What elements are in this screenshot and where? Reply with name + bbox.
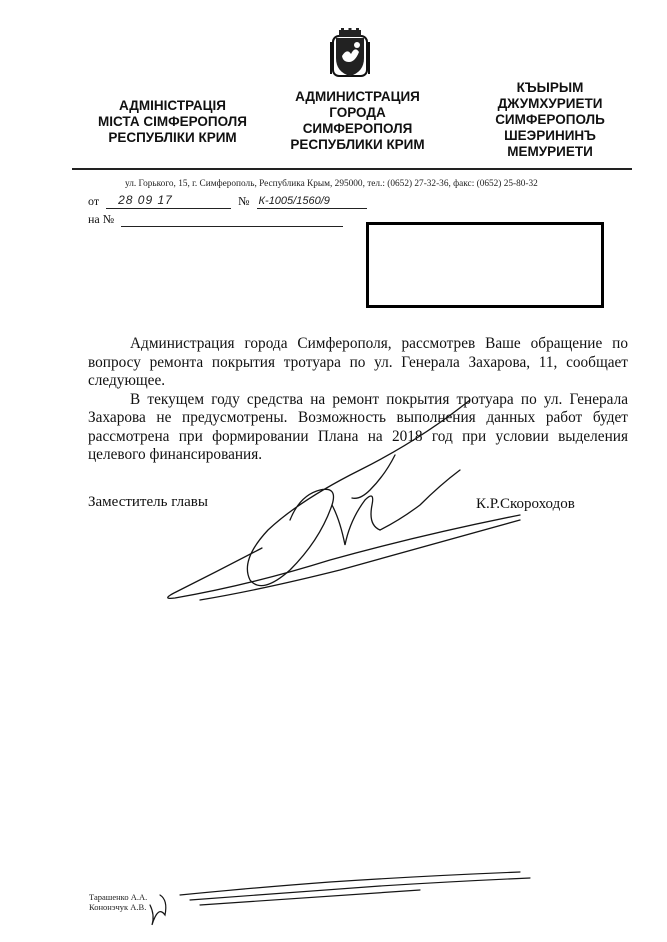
header-ua-line: РЕСПУБЛІКИ КРИМ [108,130,237,145]
header-ru-line: РЕСПУБЛИКИ КРИМ [290,137,425,152]
header-crh-line: ДЖУМХУРИЕТИ [497,96,603,111]
header-crimean-tatar [460,80,640,160]
header-crh-line: ШЕЭРИНИНЪ [504,128,596,143]
executors-block [89,892,147,912]
crimea-coat-of-arms-icon [327,28,373,80]
header-divider [72,168,632,170]
header-ru-line: ГОРОДА [329,105,386,120]
letter-body [88,335,628,465]
header-crh-line: МЕМУРИЕТИ [507,144,593,159]
signatory-name: К.Р.Скороходов [476,496,575,512]
to-number-field [121,213,343,227]
number-field [257,195,367,209]
date-field [106,195,231,209]
signatory-title: Заместитель главы [88,494,208,510]
header-russian [265,89,450,153]
number-label: № [238,194,250,208]
from-label: от [88,194,100,208]
registration-to-row [88,212,343,227]
header-ru-line: АДМИНИСТРАЦИЯ [295,89,420,104]
handwritten-date: 28 09 17 [118,193,173,207]
redacted-recipient-box [366,222,604,308]
to-label: на № [88,212,115,226]
header-crh-line: КЪЫРЫМ [516,80,584,95]
registration-from-row [88,194,367,209]
body-paragraph: Администрация города Симферополя, рассмотрев Ваше обращение по вопросу ремонта покрытия тротуара по ул. Генерала Захарова, 11, сообщает следующее. [88,335,628,389]
header-crh-line: СИМФЕРОПОЛЬ [495,112,605,127]
organization-address: ул. Горького, 15, г. Симферополь, Республика Крым, 295000, тел.: (0652) 27-32-36, факс: (0652) 25-80-32 [125,179,538,189]
header-ukrainian [80,98,265,146]
body-paragraph: В текущем году средства на ремонт покрытия тротуара по ул. Генерала Захарова не предусмотрены. Возможность выполнения данных работ будет рассмотрена при формировании Плана на 2018 год при условии выделения целевого финансирования. [88,390,628,463]
header-ua-line: МІСТА СІМФЕРОПОЛЯ [98,114,247,129]
handwritten-number: К-1005/1560/9 [258,195,330,207]
executor-name: Тарашенко А.А. [89,892,148,902]
header-ru-line: СИМФЕРОПОЛЯ [302,121,413,136]
header-ua-line: АДМІНІСТРАЦІЯ [119,98,226,113]
executor-name: Кононэчук А.В. [89,902,147,912]
